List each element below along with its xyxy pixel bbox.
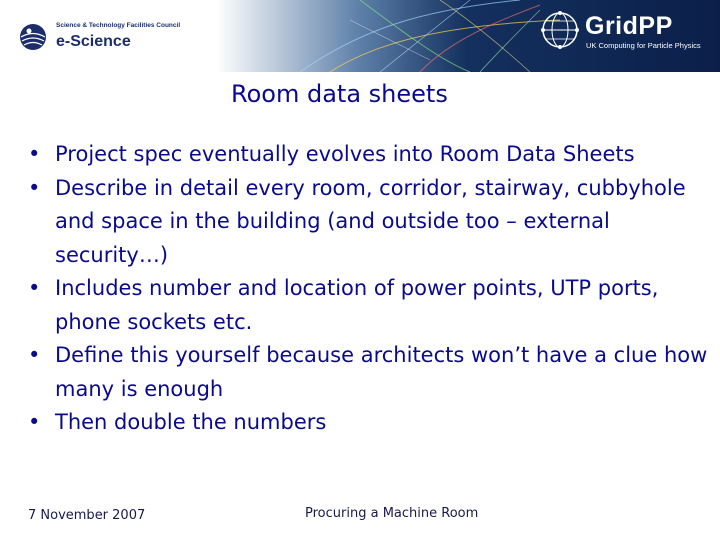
footer-date: 7 November 2007 <box>28 508 146 523</box>
bullet-list <box>28 138 708 440</box>
header-banner <box>0 0 720 72</box>
gridpp-globe-icon <box>540 10 580 50</box>
e-science-brand: e-Science <box>56 33 131 50</box>
stfc-logo <box>18 18 183 58</box>
bullet-item: • Define this yourself because architects won’t have a clue how many is enough <box>28 339 708 406</box>
slide-title: Room data sheets <box>231 80 448 108</box>
bullet-item: • Project spec eventually evolves into Room Data Sheets <box>28 138 708 172</box>
bullet-item: • Then double the numbers <box>28 406 708 440</box>
stfc-globe-icon <box>18 22 48 52</box>
gridpp-tagline: UK Computing for Particle Physics <box>586 41 701 50</box>
gridpp-name: GridPP <box>585 12 673 40</box>
footer-title: Procuring a Machine Room <box>305 506 479 521</box>
bullet-item: • Describe in detail every room, corridor, stairway, cubbyhole and space in the building (and outside too – external security…) <box>28 172 708 273</box>
gridpp-logo <box>540 8 715 54</box>
stfc-council-name: Science & Technology Facilities Council <box>56 22 181 29</box>
bullet-item: • Includes number and location of power points, UTP ports, phone sockets etc. <box>28 272 708 339</box>
